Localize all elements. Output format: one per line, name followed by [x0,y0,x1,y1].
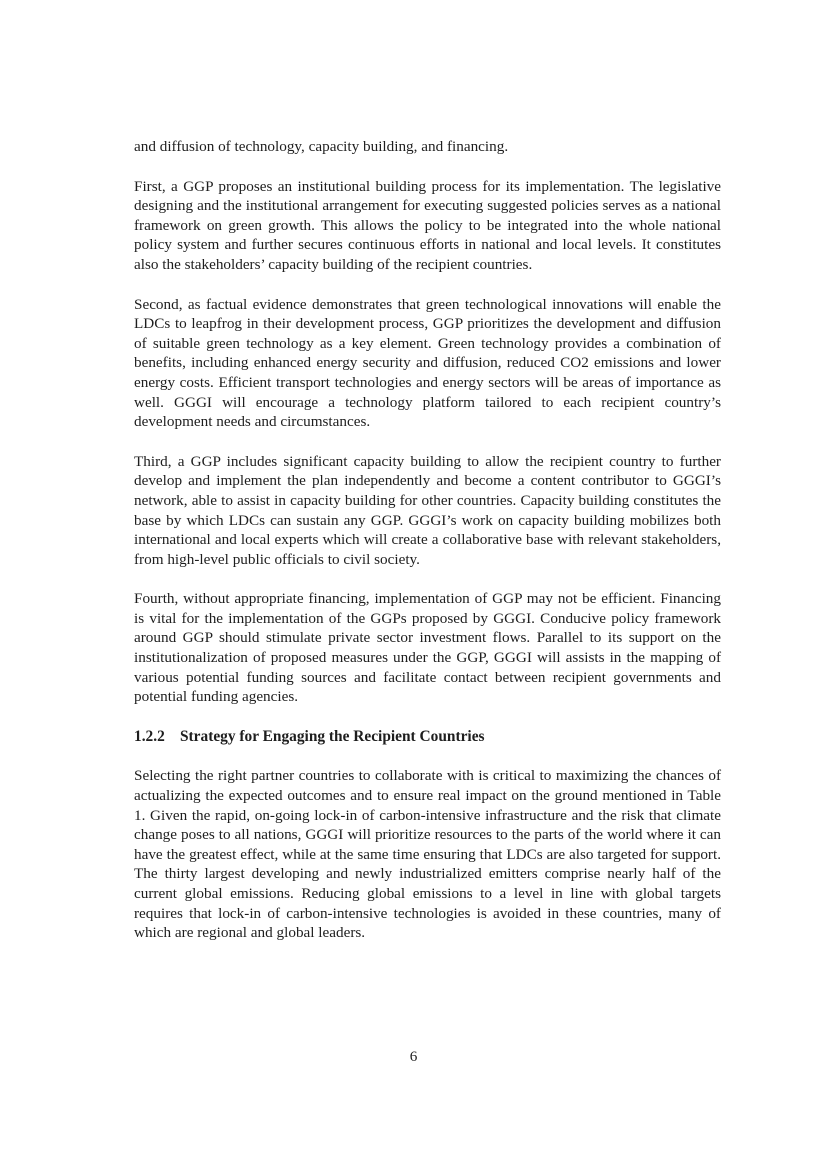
paragraph-second-technology: Second, as factual evidence demonstrates that green technological innovations will enable the LDCs to leapfrog in their development process, GGP prioritizes the development and diffusion of suitable green technology as a key element. Green technology provides a combination of benefits, including enhanced energy security and diffusion, reduced CO2 emissions and lower energy costs. Efficient transport technologies and energy sectors will be areas of importance as well. GGGI will encourage a technology platform tailored to each recipient country’s development needs and circumstances. [134,295,721,431]
section-heading [134,727,721,747]
page-number: 6 [409,1048,418,1065]
paragraph-strategy: Selecting the right partner countries to collaborate with is critical to maximizing the chances of actualizing the expected outcomes and to ensure real impact on the ground mentioned in Table 1. Given the rapid, on-going lock-in of carbon-intensive infrastructure and the risk that climate change poses to all nations, GGGI will prioritize resources to the parts of the world where it can have the greatest effect, while at the same time ensuring that LDCs are also targeted for support. The thirty largest developing and newly industrialized emitters comprise nearly half of the current global emissions. Reducing global emissions to a level in line with global targets requires that lock-in of carbon-intensive technologies is avoided in these countries, many of which are regional and global leaders. [134,767,721,942]
paragraph-first-institutional: First, a GGP proposes an institutional building process for its implementation. The legislative designing and the institutional arrangement for executing suggested policies serves as a national framework on green growth. This allows the policy to be integrated into the whole national policy system and further secures continuous efforts in national and local levels. It constitutes also the stakeholders’ capacity building of the recipient countries. [134,177,721,273]
section-title: Strategy for Engaging the Recipient Countries [180,727,485,745]
page-content [134,137,721,963]
paragraph-third-capacity: Third, a GGP includes significant capacity building to allow the recipient country to further develop and implement the plan independently and become a content contributor to GGGI’s network, able to assist in capacity building for other countries. Capacity building constitutes the base by which LDCs can sustain any GGP. GGGI’s work on capacity building mobilizes both international and local experts which will create a collaborative base with relevant stakeholders, from high-level public officials to civil society. [134,452,721,568]
paragraph-fourth-financing: Fourth, without appropriate financing, implementation of GGP may not be efficient. Financing is vital for the implementation of the GGPs proposed by GGGI. Conducive policy framework around GGP should stimulate private sector investment flows. Parallel to its support on the institutionalization of proposed measures under the GGP, GGGI will assists in the mapping of various potential funding sources and facilitate contact between recipient governments and potential funding agencies. [134,590,721,706]
paragraph-continuation: and diffusion of technology, capacity building, and financing. [134,138,509,155]
section-number: 1.2.2 [134,727,165,745]
